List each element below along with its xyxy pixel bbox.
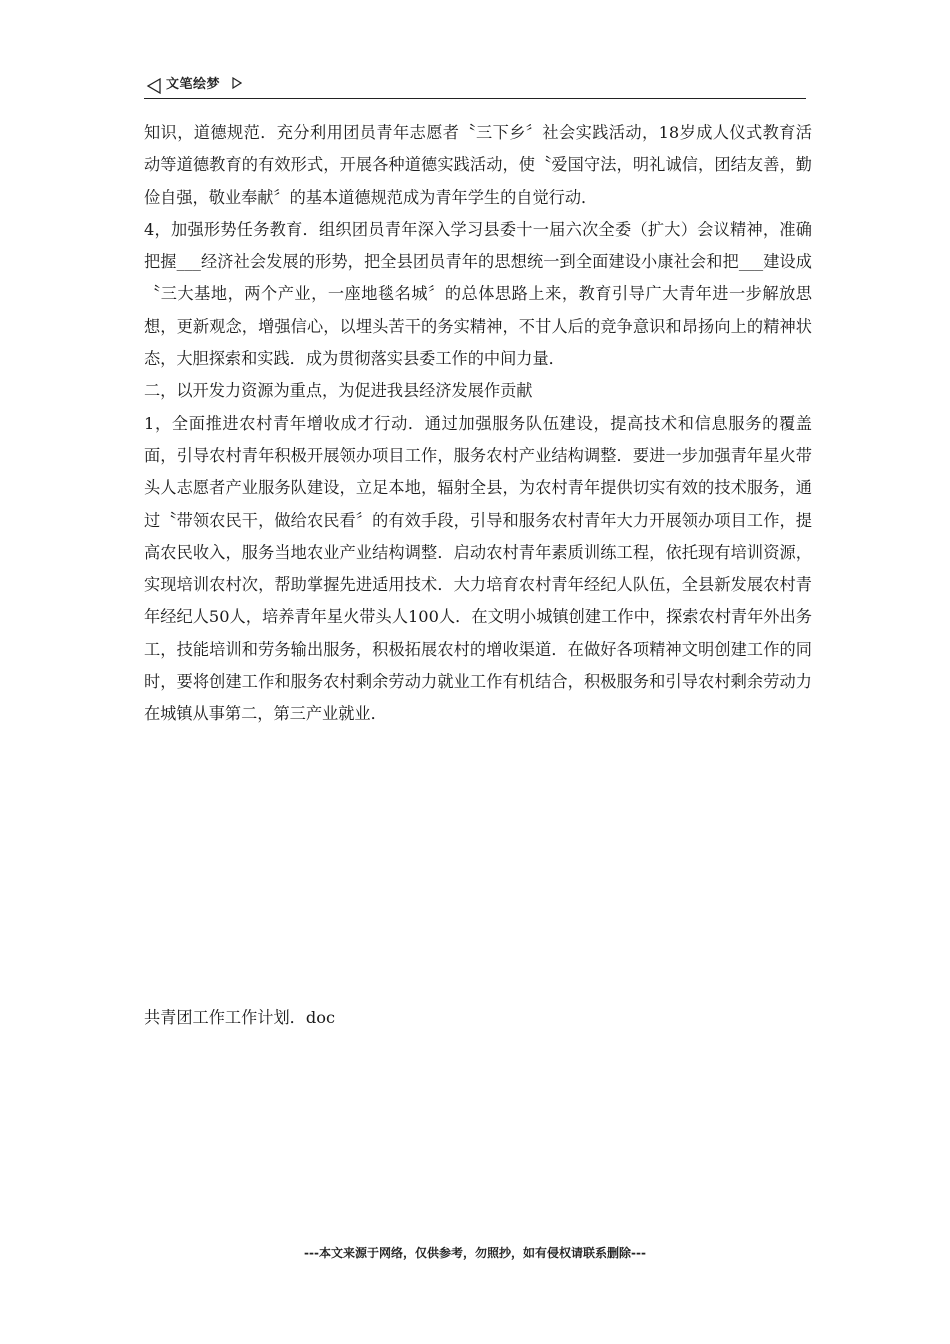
paragraph-rural-youth: 1，全面推进农村青年增收成才行动．通过加强服务队伍建设，提高技术和信息服务的覆盖面，引导农村青年积极开展领办项目工作，服务农村产业结构调整．要进一步加强青年星火带头人志愿者产业服务队建设，立足本地，辐射全县，为农村青年提供切实有效的技术服务，通过〝带领农民干，做给农民看〞的有效手段，引导和服务农村青年大力开展领办项目工作，提高农民收入，服务当地农业产业结构调整．启动农村青年素质训练工程，依托现有培训资源，实现培训农村次，帮助掌握先进适用技术．大力培育农村青年经纪人队伍，全县新发展农村青年经纪人50人，培养青年星火带头人100人．在文明小城镇创建工作中，探索农村青年外出务工，技能培训和劳务输出服务，积极拓展农村的增收渠道．在做好各项精神文明创建工作的同时，要将创建工作和服务农村剩余劳动力就业工作有机结合，积极服务和引导农村剩余劳动力在城镇从事第二，第三产业就业．: [144, 413, 812, 724]
paragraph-situation-education: 4，加强形势任务教育．组织团员青年深入学习县委十一届六次全委（扩大）会议精神，准确把握___经济社会发展的形势，把全县团员青年的思想统一到全面建设小康社会和把___建设成〝三大基地，两个产业，一座地毯名城〞的总体思路上来，教育引导广大青年进一步解放思想，更新观念，增强信心，以埋头苦干的务实精神，不甘人后的竞争意识和昂扬向上的精神状态，大胆探索和实践．成为贯彻落实县委工作的中间力量．: [144, 219, 812, 369]
triangle-left-icon: [146, 78, 162, 94]
footer-disclaimer: ---本文来源于网络，仅供参考，勿照抄，如有侵权请联系删除---: [304, 1246, 646, 1260]
document-body: [144, 117, 812, 731]
page-header: [144, 74, 806, 99]
file-name: 共青团工作工作计划．doc: [144, 1008, 336, 1027]
triangle-right-icon: [232, 77, 242, 89]
section-heading-2: 二，以开发力资源为重点，为促进我县经济发展作贡献: [144, 381, 533, 401]
brand-name: 文笔绘梦: [166, 77, 221, 92]
paragraph-moral-education: 知识，道德规范．充分利用团员青年志愿者〝三下乡〞社会实践活动，18岁成人仪式教育活动等道德教育的有效形式，开展各种道德实践活动，使〝爱国守法，明礼诚信，团结友善，勤俭自强，敬业奉献〞的基本道德规范成为青年学生的自觉行动．: [144, 123, 812, 207]
